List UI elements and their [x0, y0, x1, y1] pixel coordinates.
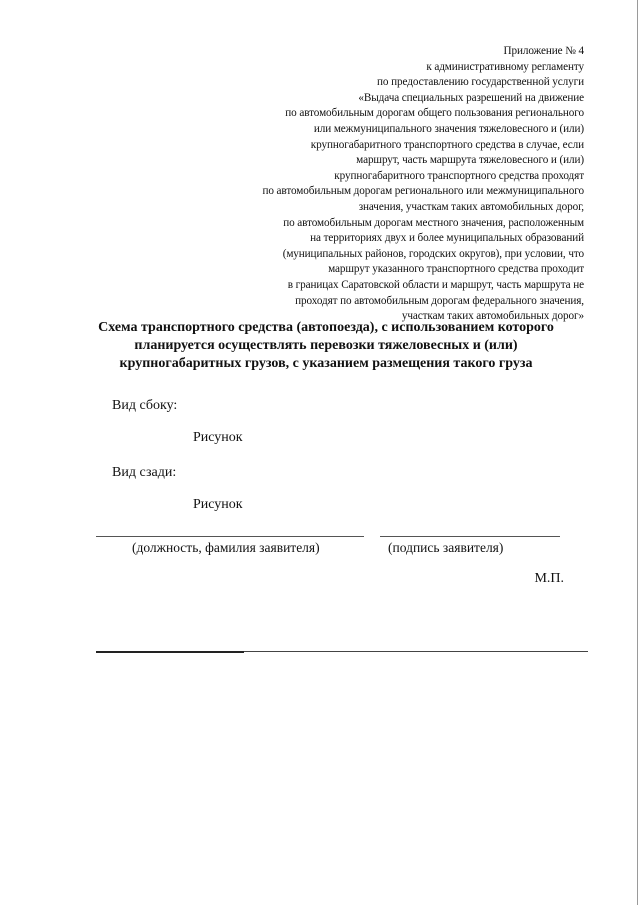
header-line: участкам таких автомобильных дорог»: [401, 310, 584, 323]
stamp-place-label: М.П.: [534, 571, 564, 586]
header-line: по автомобильным дорогам регионального или межмуниципального: [262, 185, 584, 198]
header-line: маршрут указанного транспортного средства проходит: [328, 263, 584, 276]
header-line: значения, участкам таких автомобильных дорог,: [358, 200, 584, 213]
title-line: планируется осуществлять перевозки тяжеловесных и (или): [134, 338, 518, 353]
header-line: крупногабаритного транспортного средства проходят: [334, 169, 584, 182]
side-view-figure-placeholder: Рисунок: [193, 430, 243, 445]
title-line: крупногабаритных грузов, с указанием размещения такого груза: [119, 356, 533, 371]
header-line: по автомобильным дорогам общего пользования регионального: [285, 107, 584, 120]
title-line: Схема транспортного средства (автопоезда), с использованием которого: [98, 320, 554, 335]
header-line: по предоставлению государственной услуги: [377, 76, 584, 89]
header-line: проходят по автомобильным дорогам федерального значения,: [295, 294, 584, 307]
rear-view-figure-placeholder: Рисунок: [193, 497, 243, 512]
appendix-header: [184, 44, 584, 325]
header-line: или межмуниципального значения тяжеловесного и (или): [313, 122, 584, 135]
header-line: «Выдача специальных разрешений на движение: [358, 91, 584, 104]
header-line: маршрут, часть маршрута тяжеловесного и (или): [356, 154, 584, 167]
signature-line: [380, 536, 560, 537]
header-line: крупногабаритного транспортного средства в случае, если: [310, 138, 584, 151]
signature-caption: (подпись заявителя): [388, 540, 504, 555]
rear-view-label: Вид сзади:: [112, 465, 177, 480]
document-title: [80, 319, 572, 373]
header-line: Приложение № 4: [503, 45, 584, 57]
page-edge: [637, 0, 638, 905]
header-line: (муниципальных районов, городских округов), при условии, что: [282, 247, 584, 260]
footer-rule: [96, 651, 244, 653]
header-line: на территориях двух и более муниципальных образований: [310, 232, 584, 245]
header-line: к административному регламенту: [426, 60, 584, 73]
header-line: в границах Саратовской области и маршрут, часть маршрута не: [287, 278, 584, 291]
side-view-label: Вид сбоку:: [112, 398, 178, 413]
header-line: по автомобильным дорогам местного значения, расположенным: [283, 216, 584, 229]
position-name-caption: (должность, фамилия заявителя): [132, 540, 320, 555]
footer-rule: [244, 651, 588, 652]
position-name-line: [96, 536, 364, 537]
